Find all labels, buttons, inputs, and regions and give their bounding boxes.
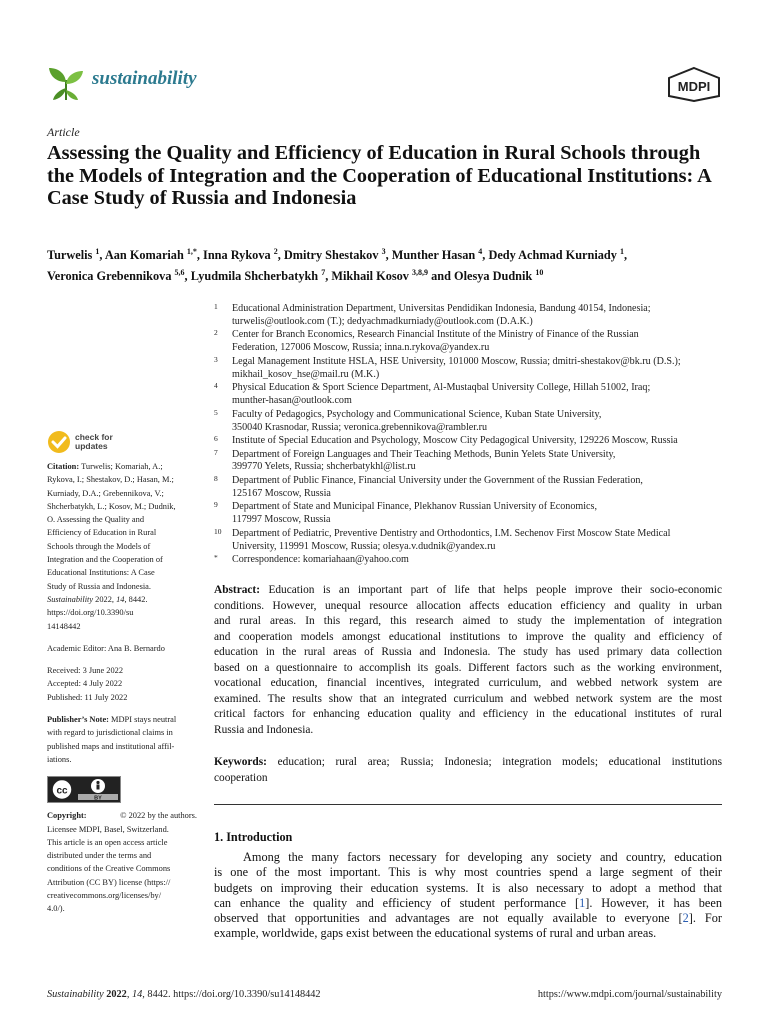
publisher-note-text: MDPI stays neutral bbox=[111, 715, 177, 725]
section-divider bbox=[214, 804, 722, 805]
abstract-line bbox=[214, 599, 722, 615]
affiliation-item bbox=[214, 475, 726, 501]
author-affiliation-marker: 1 bbox=[619, 247, 624, 256]
author-name[interactable]: Munther Hasan bbox=[391, 248, 476, 263]
copyright-text: © 2022 by the authors. bbox=[120, 811, 197, 821]
affiliation-number: 9 bbox=[214, 500, 218, 510]
author-name[interactable]: Dedy Achmad Kurniady bbox=[488, 248, 617, 263]
citation-link[interactable]: 2 bbox=[682, 911, 689, 926]
mdpi-logo-icon bbox=[665, 66, 723, 102]
citation-doi-link[interactable]: https://doi.org/10.3390/su bbox=[47, 608, 134, 618]
cc-by-license-badge[interactable] bbox=[47, 776, 121, 803]
introduction-body bbox=[214, 850, 722, 942]
author-affiliation-marker: 10 bbox=[535, 268, 544, 278]
author-line-1 bbox=[47, 243, 727, 264]
abstract-text: vocational education, financial incentives, integrated curriculum, and webbed network system are bbox=[214, 677, 722, 689]
citation-text: Rykova, I.; Shestakov, D.; Hasan, M.; bbox=[47, 475, 174, 485]
affiliation-number: * bbox=[214, 553, 218, 563]
introduction-line bbox=[214, 850, 722, 865]
footer-journal: Sustainability bbox=[47, 989, 104, 1000]
keywords-line bbox=[214, 771, 722, 787]
author-affiliation-marker: 1 bbox=[95, 247, 100, 256]
abstract-line bbox=[214, 614, 722, 630]
copyright-text: conditions of the Creative Commons bbox=[47, 864, 171, 874]
copyright-text: distributed under the terms and bbox=[47, 851, 152, 861]
citation-text: Study of Russia and Indonesia. bbox=[47, 581, 151, 591]
academic-editor: Academic Editor: Ana B. Bernardo bbox=[47, 643, 165, 653]
affiliation-item bbox=[214, 554, 726, 567]
author-name[interactable]: Veronica Grebennikova bbox=[47, 269, 172, 284]
abstract-text: conditions. However, unequal resource allocation affects education efficiency and quality in urban bbox=[214, 599, 722, 612]
affiliation-item bbox=[214, 501, 726, 527]
affiliation-number: 7 bbox=[214, 447, 218, 457]
affiliations-list bbox=[214, 303, 726, 568]
introduction-text: budgets on improving their education systems. It is also necessary to adopt a method that bbox=[214, 880, 722, 895]
copyright-text: Licensee MDPI, Basel, Switzerland. bbox=[47, 824, 169, 834]
affiliation-text: 125167 Moscow, Russia bbox=[232, 487, 331, 499]
publisher-note-text: iations. bbox=[47, 754, 72, 764]
footer-journal-url[interactable]: https://www.mdpi.com/journal/sustainability bbox=[537, 989, 722, 1000]
affiliation-text: Physical Education & Sport Science Department, Al-Mustaqbal University College, Hillah 51002, Iraq; bbox=[232, 382, 651, 394]
affiliation-text: Federation, 127006 Moscow, Russia; inna.n.rykova@yandex.ru bbox=[232, 342, 490, 354]
affiliation-item bbox=[214, 382, 726, 408]
copyright-text: 4.0/). bbox=[47, 904, 65, 914]
keywords-text: cooperation bbox=[214, 771, 268, 784]
copyright-block bbox=[47, 809, 197, 915]
introduction-text: is one of the most important. This is why most countries spend a large segment of their bbox=[214, 865, 722, 880]
keywords-text: education; rural area; Russia; Indonesia; integration models; educational institutions bbox=[277, 756, 723, 768]
abstract-text: education in the rural areas of Russia and Indonesia. The study has used primary data collection bbox=[214, 646, 722, 658]
check-updates-line-2: updates bbox=[75, 441, 108, 451]
affiliation-item bbox=[214, 409, 726, 435]
author-separator: and bbox=[428, 269, 455, 284]
author-separator: , bbox=[482, 248, 489, 263]
affiliation-number: 6 bbox=[214, 434, 218, 444]
affiliation-text: Institute of Special Education and Psychology, Moscow City Pedagogical University, 129226 Moscow, Russia bbox=[232, 435, 678, 447]
abstract-line bbox=[214, 630, 722, 646]
citation-text: O. Assessing the Quality and bbox=[47, 515, 145, 525]
author-affiliation-marker: 4 bbox=[478, 247, 483, 256]
svg-text:cc: cc bbox=[56, 785, 68, 797]
introduction-text: example, worldwide, gaps exist between the educational systems of rural and urban areas. bbox=[214, 926, 657, 941]
author-separator: , bbox=[196, 248, 204, 263]
abstract-line bbox=[214, 707, 722, 723]
introduction-line bbox=[214, 911, 722, 926]
abstract-text: based on a questionnaire to accomplish its goals. Different factors such as the working environment, bbox=[214, 661, 722, 674]
footer-volume: 14 bbox=[131, 989, 143, 1000]
introduction-line bbox=[214, 926, 722, 941]
affiliation-text: 399770 Yelets, Russia; shcherbatykhl@list.ru bbox=[232, 461, 416, 473]
author-name[interactable]: Aan Komariah bbox=[104, 248, 184, 263]
citation-text: Schools through the Models of bbox=[47, 541, 151, 551]
affiliation-text: turwelis@outlook.com (T.); dedyachmadkurniady@outlook.com (D.A.K.) bbox=[232, 315, 533, 327]
copyright-text: Attribution (CC BY) license (https:// bbox=[47, 877, 171, 887]
copyright-license-link[interactable]: creativecommons.org/licenses/by/ bbox=[47, 891, 162, 901]
keywords-line bbox=[214, 755, 722, 771]
abstract-line bbox=[214, 661, 722, 677]
citation-text: Educational Institutions: A Case bbox=[47, 568, 155, 578]
author-name[interactable]: Turwelis bbox=[47, 248, 93, 263]
footer-year: 2022 bbox=[106, 989, 127, 1000]
citation-page: 8442. bbox=[128, 594, 148, 604]
check-updates-line-1: check for bbox=[75, 432, 113, 442]
received-date: Received: 3 June 2022 bbox=[47, 666, 124, 676]
author-line-2 bbox=[47, 264, 727, 285]
affiliation-text: Department of Pediatric, Preventive Dentistry and Orthodontics, I.M. Sechenov First Moscow State Medical bbox=[232, 527, 671, 539]
author-affiliation-marker: 7 bbox=[321, 268, 326, 278]
check-updates-icon bbox=[47, 430, 71, 454]
affiliation-text: mikhail_kosov_hse@mail.ru (M.K.) bbox=[232, 368, 380, 380]
citation-link[interactable]: 1 bbox=[579, 895, 586, 910]
author-affiliation-marker: 2 bbox=[273, 247, 278, 256]
journal-name: sustainability bbox=[92, 68, 197, 89]
affiliation-text: Department of State and Municipal Finance, Plekhanov Russian University of Economics, bbox=[232, 501, 597, 513]
footer-doi-link[interactable]: https://doi.org/10.3390/su14148442 bbox=[173, 989, 321, 1000]
affiliation-text: munther-hasan@outlook.com bbox=[232, 395, 352, 407]
author-name[interactable]: Lyudmila Shcherbatykh bbox=[190, 269, 319, 284]
paper-title: Assessing the Quality and Efficiency of Education in Rural Schools through the Models of Integration and the Cooperation of Educational Institutions: A Case Study of Russia and Indonesia bbox=[47, 142, 711, 209]
published-date: Published: 11 July 2022 bbox=[47, 692, 128, 702]
author-separator: , bbox=[277, 248, 284, 263]
citation-year: 2022 bbox=[95, 594, 112, 604]
affiliation-number: 5 bbox=[214, 407, 218, 417]
keywords-block bbox=[214, 755, 722, 786]
introduction-text: ]. For bbox=[688, 911, 722, 926]
abstract-text: critical factors for enhancing education quality and efficiency in the educational institutes of rural bbox=[214, 708, 722, 720]
introduction-line bbox=[214, 865, 722, 880]
abstract-text: examined. The results show that an integrated curriculum and webbed network system are the most bbox=[214, 692, 722, 705]
affiliation-text: Correspondence: komariahaan@yahoo.com bbox=[232, 554, 409, 566]
affiliation-number: 1 bbox=[214, 302, 218, 311]
abstract-line bbox=[214, 723, 722, 739]
introduction-text: ]. However, it has been bbox=[585, 895, 722, 910]
footer-article: 8442. bbox=[147, 989, 171, 1000]
affiliation-number: 8 bbox=[214, 473, 218, 483]
author-name[interactable]: Mikhail Kosov bbox=[331, 269, 409, 284]
creative-commons-icon bbox=[48, 777, 120, 802]
affiliation-text: University, 119991 Moscow, Russia; olesya.v.dudnik@yandex.ru bbox=[232, 540, 496, 552]
affiliation-number: 3 bbox=[214, 354, 218, 364]
citation-text: Efficiency of Education in Rural bbox=[47, 528, 157, 538]
citation-text: Kurniady, D.A.; Grebennikova, V.; bbox=[47, 488, 164, 498]
copyright-text: This article is an open access article bbox=[47, 837, 168, 847]
article-type: Article bbox=[47, 125, 80, 139]
author-affiliation-marker: 3,8,9 bbox=[412, 268, 429, 278]
affiliation-item bbox=[214, 528, 726, 554]
author-separator: , bbox=[385, 248, 392, 263]
affiliation-number: 10 bbox=[214, 526, 222, 536]
affiliation-item bbox=[214, 303, 726, 329]
abstract-label: Abstract: bbox=[214, 584, 260, 596]
citation-text: Integration and the Cooperation of bbox=[47, 555, 163, 565]
abstract-block bbox=[214, 583, 722, 738]
introduction-text: observed that opportunities and advantages are not equally available to everyone [ bbox=[214, 911, 683, 926]
author-name[interactable]: Olesya Dudnik bbox=[454, 269, 533, 284]
footer-citation: Sustainability 2022, 14, 8442. https://doi.org/10.3390/su14148442 bbox=[47, 989, 321, 1000]
abstract-text: Education is an important part of life that helps people improve their socio-economic bbox=[268, 584, 722, 596]
abstract-text: and cooperation models amongst educational institutions to improve the quality and efficiency of bbox=[214, 630, 722, 643]
citation-volume: 14 bbox=[116, 594, 125, 604]
author-name[interactable]: Dmitry Shestakov bbox=[283, 248, 379, 263]
check-for-updates-button[interactable] bbox=[47, 430, 197, 454]
cc-badge-label: BY bbox=[94, 795, 102, 802]
citation-text: Shcherbatykh, L.; Kosov, M.; Dudnik, bbox=[47, 501, 176, 511]
accepted-date: Accepted: 4 July 2022 bbox=[47, 679, 123, 689]
publisher-note-text: with regard to jurisdictional claims in bbox=[47, 728, 173, 738]
abstract-text: and rural areas. In this regard, this research aimed to study the implementation of integration bbox=[214, 615, 722, 627]
publisher-note-label: Publisher’s Note: bbox=[47, 715, 109, 725]
introduction-heading: 1. Introduction bbox=[214, 830, 293, 844]
introduction-text: Among the many factors necessary for developing any society and country, education bbox=[243, 850, 722, 864]
citation-journal: Sustainability bbox=[47, 594, 94, 604]
copyright-label: Copyright: bbox=[47, 811, 87, 821]
author-separator: , bbox=[184, 269, 191, 284]
journal-leaf-logo-icon bbox=[46, 62, 86, 102]
keywords-label: Keywords: bbox=[214, 756, 267, 768]
dates-block bbox=[47, 664, 197, 704]
introduction-text: can enhance the quality and efficiency of student performance [ bbox=[214, 895, 580, 910]
publisher-note-text: published maps and institutional affil- bbox=[47, 741, 175, 751]
abstract-line bbox=[214, 583, 722, 599]
affiliation-text: Department of Public Finance, Financial University under the Government of the Russian Federation, bbox=[232, 474, 643, 486]
author-list bbox=[47, 243, 727, 285]
affiliation-number: 4 bbox=[214, 381, 218, 391]
citation-text: Turwelis; Komariah, A.; bbox=[81, 462, 163, 471]
author-affiliation-marker: 3 bbox=[381, 247, 386, 256]
author-separator: , bbox=[325, 269, 332, 284]
author-affiliation-marker: 1,* bbox=[186, 247, 197, 256]
affiliation-text: 350040 Krasnodar, Russia; veronica.grebennikova@rambler.ru bbox=[232, 421, 487, 433]
author-affiliation-marker: 5,6 bbox=[174, 268, 185, 278]
affiliation-item bbox=[214, 435, 726, 448]
author-name[interactable]: Inna Rykova bbox=[203, 248, 271, 263]
affiliation-item bbox=[214, 449, 726, 475]
affiliation-item bbox=[214, 356, 726, 382]
affiliation-text: Faculty of Pedagogics, Psychology and Communicational Science, Kuban State University, bbox=[232, 408, 602, 420]
abstract-line bbox=[214, 692, 722, 708]
article-info-sidebar bbox=[47, 430, 197, 925]
author-separator: , bbox=[99, 248, 105, 263]
introduction-line bbox=[214, 881, 722, 896]
citation-label: Citation: bbox=[47, 462, 80, 471]
affiliation-text: Department of Foreign Languages and Their Teaching Methods, Bunin Yelets State University, bbox=[232, 448, 616, 460]
abstract-line bbox=[214, 676, 722, 692]
abstract-line bbox=[214, 645, 722, 661]
citation-block: Citation: Turwelis; Komariah, A.; Rykova, I.; Shestakov, D.; Hasan, M.; Kurniady, D.A.; Grebennikova, V.; Shcherbatykh, L.; Kosov, M.; Dudnik, O. Assessing the Quality and Efficiency of Education in Rural Schools through the Models of Integration and the Cooperation of Educational Institutions: A Case Study of Russia and Indonesia. Sustainability 2022, 14, 8442. https://doi.org/10.3390/su 14148442 bbox=[47, 460, 197, 633]
affiliation-text: 117997 Moscow, Russia bbox=[232, 514, 331, 526]
affiliation-text: Legal Management Institute HSLA, HSE University, 101000 Moscow, Russia; dmitri-shestakov@bk.ru (D.S.); bbox=[232, 355, 681, 367]
affiliation-text: Center for Branch Economics, Research Financial Institute of the Ministry of Finance of the Russian bbox=[232, 329, 639, 341]
citation-doi-link[interactable]: 14148442 bbox=[47, 621, 81, 631]
mdpi-logo-text: MDPI bbox=[677, 79, 711, 94]
introduction-line bbox=[214, 896, 722, 911]
affiliation-item bbox=[214, 329, 726, 355]
author-separator: , bbox=[623, 248, 628, 263]
editor-block bbox=[47, 642, 197, 655]
publisher-note-block bbox=[47, 713, 197, 766]
affiliation-number: 2 bbox=[214, 328, 218, 338]
affiliation-text: Educational Administration Department, Universitas Pendidikan Indonesia, Bandung 40154, Indonesia; bbox=[232, 303, 651, 314]
abstract-text: Russia and Indonesia. bbox=[214, 723, 314, 736]
